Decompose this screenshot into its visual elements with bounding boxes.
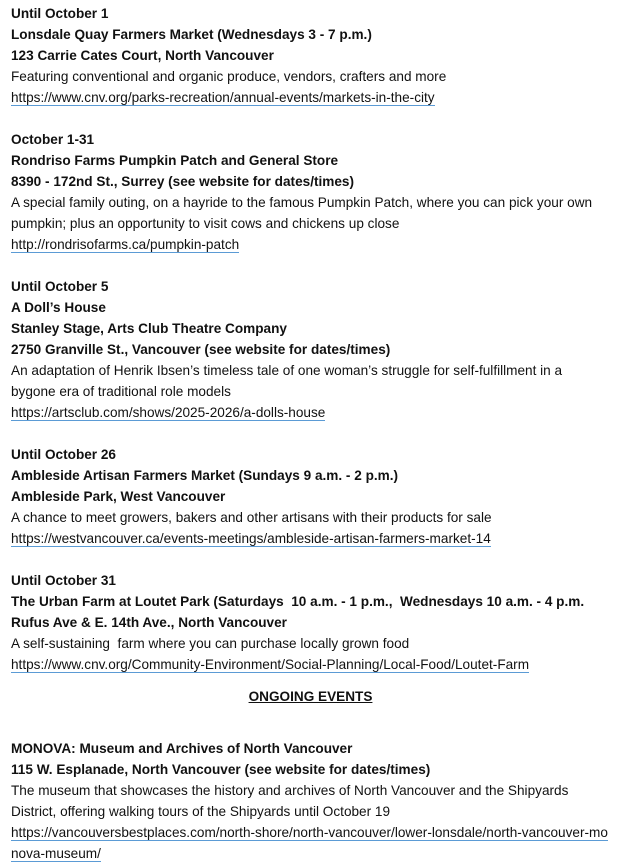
event-date: October 1-31 xyxy=(11,132,95,147)
event-title: The Urban Farm at Loutet Park (Saturdays 10 a.m. - 1 p.m., Wednesdays 10 a.m. - 4 p.m. xyxy=(11,594,585,609)
event-title: Lonsdale Quay Farmers Market (Wednesdays 3 - 7 p.m.) xyxy=(11,27,372,42)
event-title: MONOVA: Museum and Archives of North Vancouver xyxy=(11,741,353,756)
event-title: A Doll’s House xyxy=(11,300,106,315)
ongoing-events-heading: ONGOING EVENTS xyxy=(248,689,373,704)
event-link[interactable]: https://vancouversbestplaces.com/north-shore/north-vancouver/lower-lonsdale/north-vancouver-monova-museum/ xyxy=(11,825,608,861)
event-description: The museum that showcases the history and archives of North Vancouver and the Shipyards District, offering walking tours of the Shipyards until October 19 xyxy=(11,783,569,819)
event-location: Ambleside Park, West Vancouver xyxy=(11,489,226,504)
event-a-dolls-house xyxy=(11,276,610,423)
event-urban-farm-loutet xyxy=(11,570,610,675)
event-description: An adaptation of Henrik Ibsen’s timeless tale of one woman’s struggle for self-fulfillment in a bygone era of traditional role models xyxy=(11,363,563,399)
event-description: Featuring conventional and organic produce, vendors, crafters and more xyxy=(11,69,447,84)
event-location: Rufus Ave & E. 14th Ave., North Vancouver xyxy=(11,615,287,630)
event-link[interactable]: https://www.cnv.org/parks-recreation/annual-events/markets-in-the-city xyxy=(11,90,435,105)
event-link[interactable]: http://rondrisofarms.ca/pumpkin-patch xyxy=(11,237,240,252)
event-ambleside-market xyxy=(11,444,610,549)
event-description: A special family outing, on a hayride to the famous Pumpkin Patch, where you can pick your own pumpkin; plus an opportunity to visit cows and chickens up close xyxy=(11,195,593,231)
event-description: A self-sustaining farm where you can purchase locally grown food xyxy=(11,636,410,651)
event-location: 123 Carrie Cates Court, North Vancouver xyxy=(11,48,274,63)
event-venue: Stanley Stage, Arts Club Theatre Company xyxy=(11,321,287,336)
event-link[interactable]: https://artsclub.com/shows/2025-2026/a-dolls-house xyxy=(11,405,326,420)
event-description: A chance to meet growers, bakers and other artisans with their products for sale xyxy=(11,510,492,525)
event-monova-museum xyxy=(11,738,610,864)
event-date: Until October 26 xyxy=(11,447,116,462)
event-date: Until October 1 xyxy=(11,6,109,21)
event-lonsdale-quay xyxy=(11,3,610,108)
event-date: Until October 5 xyxy=(11,279,109,294)
event-rondriso-farms xyxy=(11,129,610,255)
event-title: Rondriso Farms Pumpkin Patch and General Store xyxy=(11,153,339,168)
event-location: 2750 Granville St., Vancouver (see website for dates/times) xyxy=(11,342,391,357)
event-link[interactable]: https://www.cnv.org/Community-Environment/Social-Planning/Local-Food/Loutet-Farm xyxy=(11,657,530,672)
event-title: Ambleside Artisan Farmers Market (Sundays 9 a.m. - 2 p.m.) xyxy=(11,468,399,483)
event-location: 115 W. Esplanade, North Vancouver (see website for dates/times) xyxy=(11,762,431,777)
event-location: 8390 - 172nd St., Surrey (see website for dates/times) xyxy=(11,174,355,189)
event-link[interactable]: https://westvancouver.ca/events-meetings/ambleside-artisan-farmers-market-14 xyxy=(11,531,491,546)
event-date: Until October 31 xyxy=(11,573,116,588)
